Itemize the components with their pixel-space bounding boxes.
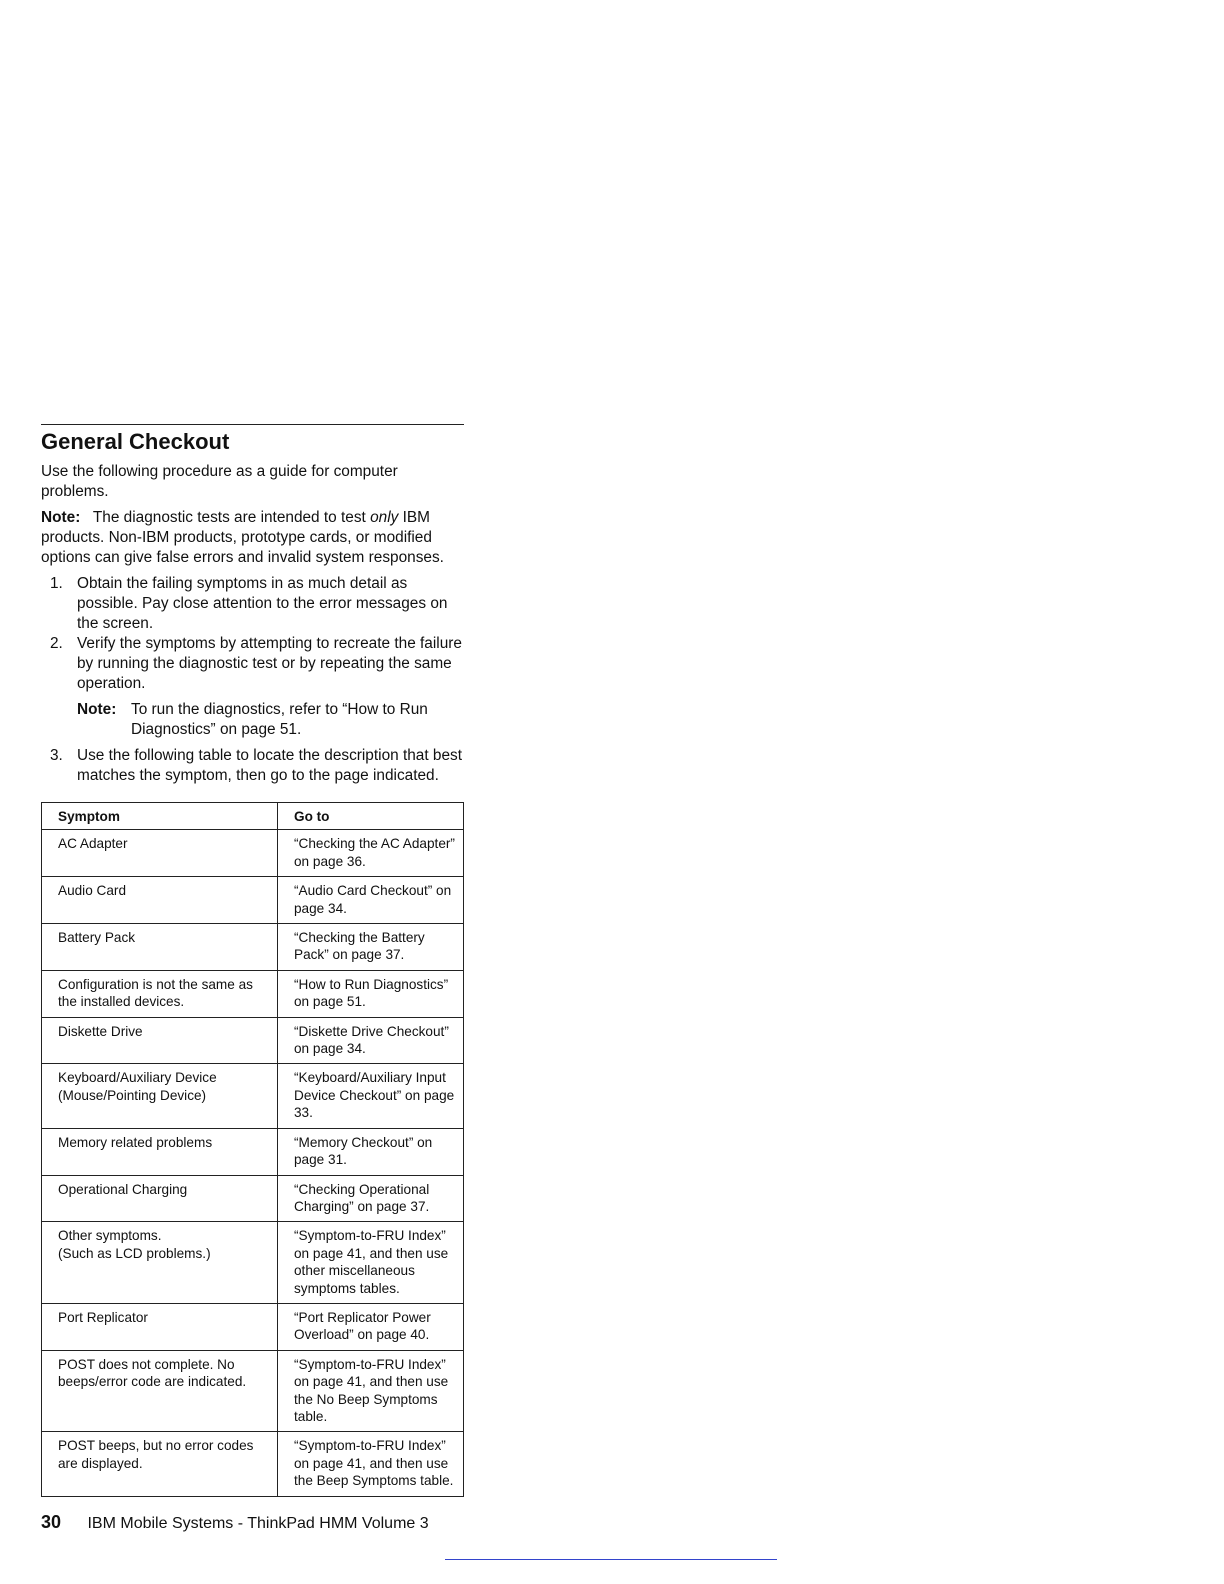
step-text: Use the following table to locate the description that best matches the symptom, then go to the page indicated.: [77, 747, 462, 784]
table-row: [42, 1303, 464, 1350]
note-label: Note:: [77, 701, 117, 718]
table-row: [42, 1064, 464, 1128]
step-1: [41, 574, 464, 634]
table-row: [42, 877, 464, 924]
column-header-symptom: Symptom: [42, 803, 278, 830]
table-row: [42, 924, 464, 971]
go-to-cell: “Memory Checkout” on page 31.: [278, 1128, 464, 1175]
symptom-cell: Keyboard/Auxiliary Device (Mouse/Pointing Device): [42, 1064, 278, 1128]
go-to-cell: “How to Run Diagnostics” on page 51.: [278, 970, 464, 1017]
note-emphasis: only: [370, 509, 399, 526]
symptom-cell: Operational Charging: [42, 1175, 278, 1222]
go-to-cell: “Symptom-to-FRU Index” on page 41, and then use the Beep Symptoms table.: [278, 1432, 464, 1496]
intro-paragraph: Use the following procedure as a guide for computer problems.: [41, 463, 398, 500]
go-to-cell: “Checking the Battery Pack” on page 37.: [278, 924, 464, 971]
step-2-note-text: To run the diagnostics, refer to “How to Run Diagnostics” on page 51.: [131, 701, 428, 738]
go-to-cell: “Checking Operational Charging” on page 37.: [278, 1175, 464, 1222]
symptom-cell: POST beeps, but no error codes are displayed.: [42, 1432, 278, 1496]
table-row: [42, 1432, 464, 1496]
table-row: [42, 970, 464, 1017]
page-footer: [41, 1511, 429, 1535]
step-text: Verify the symptoms by attempting to recreate the failure by running the diagnostic test or by repeating the same operation.: [77, 635, 462, 692]
main-column: [41, 424, 464, 1497]
symptom-cell: Diskette Drive: [42, 1017, 278, 1064]
symptom-cell: Battery Pack: [42, 924, 278, 971]
note-text-after: IBM products. Non-IBM products, prototype cards, or modified options can give false errors and invalid system responses.: [41, 509, 444, 566]
step-3: [41, 746, 464, 786]
step-2: [41, 634, 464, 740]
table-row: [42, 1128, 464, 1175]
go-to-cell: “Keyboard/Auxiliary Input Device Checkout” on page 33.: [278, 1064, 464, 1128]
table-row: [42, 1350, 464, 1432]
section-rule: [41, 424, 464, 425]
procedure-steps: [41, 574, 464, 786]
table-row: [42, 830, 464, 877]
step-number: 3.: [50, 747, 63, 764]
table-header-row: [42, 803, 464, 830]
go-to-cell: “Diskette Drive Checkout” on page 34.: [278, 1017, 464, 1064]
symptom-cell: Port Replicator: [42, 1303, 278, 1350]
go-to-cell: “Checking the AC Adapter” on page 36.: [278, 830, 464, 877]
symptom-cell: Memory related problems: [42, 1128, 278, 1175]
note-label: Note:: [41, 509, 81, 526]
step-number: 1.: [50, 575, 63, 592]
table-row: [42, 1222, 464, 1304]
go-to-cell: “Symptom-to-FRU Index” on page 41, and then use the No Beep Symptoms table.: [278, 1350, 464, 1432]
symptom-cell: AC Adapter: [42, 830, 278, 877]
table-row: [42, 1017, 464, 1064]
column-header-go-to: Go to: [278, 803, 464, 830]
page-number: 30: [41, 1512, 62, 1532]
symptom-cell: Other symptoms. (Such as LCD problems.): [42, 1222, 278, 1304]
symptom-cell: Audio Card: [42, 877, 278, 924]
bottom-rule: [445, 1559, 777, 1560]
note-text-before: The diagnostic tests are intended to test: [92, 509, 371, 526]
go-to-cell: “Symptom-to-FRU Index” on page 41, and then use other miscellaneous symptoms tables.: [278, 1222, 464, 1304]
go-to-cell: “Audio Card Checkout” on page 34.: [278, 877, 464, 924]
symptom-table: [41, 802, 464, 1497]
step-text: Obtain the failing symptoms in as much detail as possible. Pay close attention to the error messages on the screen.: [77, 575, 448, 632]
page-title: General Checkout: [41, 429, 230, 454]
step-number: 2.: [50, 635, 63, 652]
note-paragraph: [41, 508, 464, 568]
footer-title: IBM Mobile Systems - ThinkPad HMM Volume 3: [87, 1515, 429, 1532]
symptom-cell: POST does not complete. No beeps/error code are indicated.: [42, 1350, 278, 1432]
go-to-cell: “Port Replicator Power Overload” on page 40.: [278, 1303, 464, 1350]
table-row: [42, 1175, 464, 1222]
symptom-cell: Configuration is not the same as the installed devices.: [42, 970, 278, 1017]
step-2-note: [77, 700, 464, 740]
